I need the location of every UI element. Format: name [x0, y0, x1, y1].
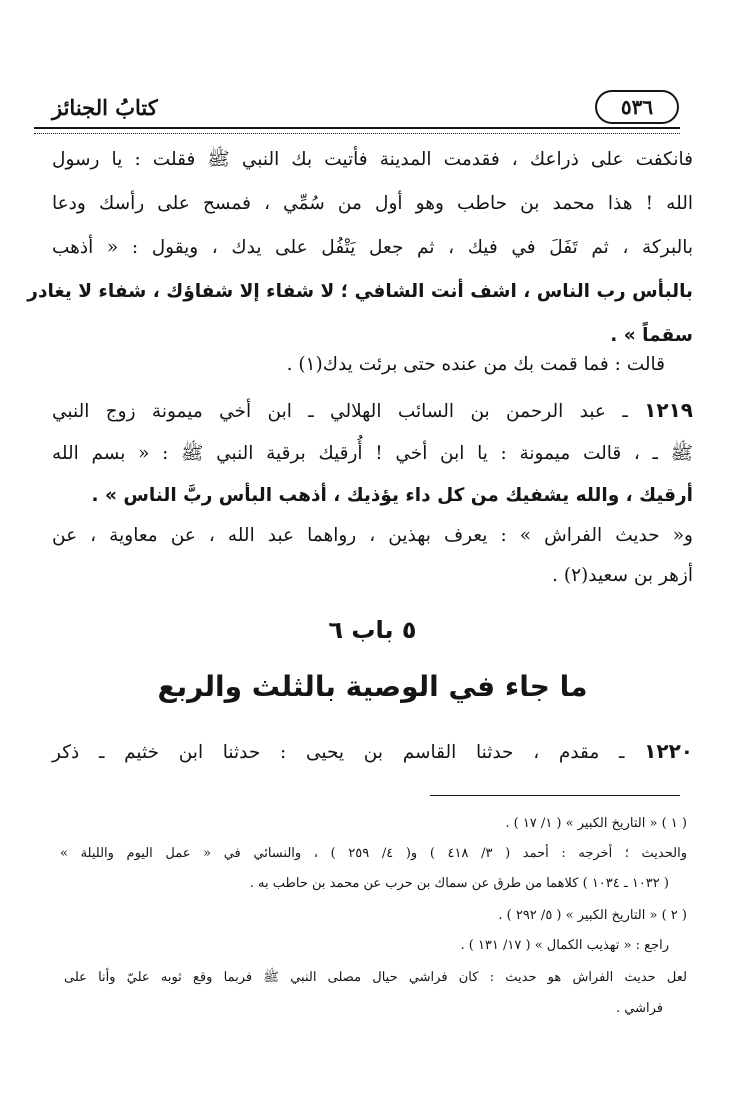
hadith-number: ١٢١٩: [644, 398, 693, 422]
footnote-line: ( ١ ) « التاريخ الكبير » ( ١/ ١٧ ) .: [505, 816, 687, 831]
body-line: قالت : فما قمت بك من عنده حتى برئت يدك(١) .: [286, 354, 665, 375]
hadith-1219: [52, 392, 693, 430]
body-line-bold: أرقيك ، والله يشفيك من كل داء يؤذيك ، أذهب البأس ربَّ الناس » .: [91, 485, 693, 506]
body-line: و« حديث الفراش » : يعرف بهذين ، رواهما عبد الله ، عن معاوية ، عن: [52, 525, 693, 546]
body-line: أزهر بن سعيد(٢) .: [552, 565, 693, 586]
body-line: بالبركة ، ثم تَفَلَ في فيك ، ثم جعل يَتْفُل على يدك ، ويقول : « أذهب: [52, 237, 693, 258]
footnote-line: والحديث ؛ أخرجه : أحمد ( ٣/ ٤١٨ ) و( ٤/ ٢٥٩ ) ، والنسائي في « عمل اليوم والليلة »: [60, 846, 687, 861]
page-number: ٥٣٦: [595, 90, 679, 124]
chapter-title: ما جاء في الوصية بالثلث والربع: [157, 670, 588, 703]
header-divider: [34, 127, 680, 134]
chapter-number: ٥ باب ٦: [328, 616, 417, 644]
footnote-line: ( ٢ ) « التاريخ الكبير » ( ٥/ ٢٩٢ ) .: [498, 908, 687, 923]
footnote-line: لعل حديث الفراش هو حديث : كان فراشي حيال مصلى النبي ﷺ فربما وقع ثوبه عليّ وأنا على: [64, 970, 687, 985]
footnote-line: ( ١٠٣٢ ـ ١٠٣٤ ) كلاهما من طرق عن سماك بن حرب عن محمد بن حاطب به .: [249, 876, 669, 891]
hadith-number: ١٢٢٠: [644, 739, 693, 763]
hadith-text: ـ مقدم ، حدثنا القاسم بن يحيى : حدثنا ابن خثيم ـ ذكر: [52, 742, 625, 763]
running-header-title: كتابُ الجنائز: [52, 95, 158, 120]
footnote-line: راجع : « تهذيب الكمال » ( ١٧/ ١٣١ ) .: [460, 938, 669, 953]
body-line: فانكفت على ذراعك ، فقدمت المدينة فأتيت بك النبي ﷺ فقلت : يا رسول: [52, 149, 693, 170]
footnote-divider: [430, 795, 680, 796]
hadith-text: ـ عبد الرحمن بن السائب الهلالي ـ ابن أخي ميمونة زوج النبي: [52, 401, 628, 422]
body-line: ﷺ ـ ، قالت ميمونة : يا ابن أخي ! أُرقيك برقية النبي ﷺ : « بسم الله: [52, 443, 693, 464]
hadith-1220: [52, 733, 693, 771]
body-line-bold: سقماً » .: [610, 325, 693, 346]
body-line: الله ! هذا محمد بن حاطب وهو أول من سُمِّي ، فمسح على رأسك ودعا: [52, 193, 693, 214]
footnote-line: فراشي .: [616, 1001, 663, 1016]
body-line-bold: بالبأس رب الناس ، اشف أنت الشافي ؛ لا شفاء إلا شفاؤك ، شفاء لا يغادر: [27, 281, 693, 302]
